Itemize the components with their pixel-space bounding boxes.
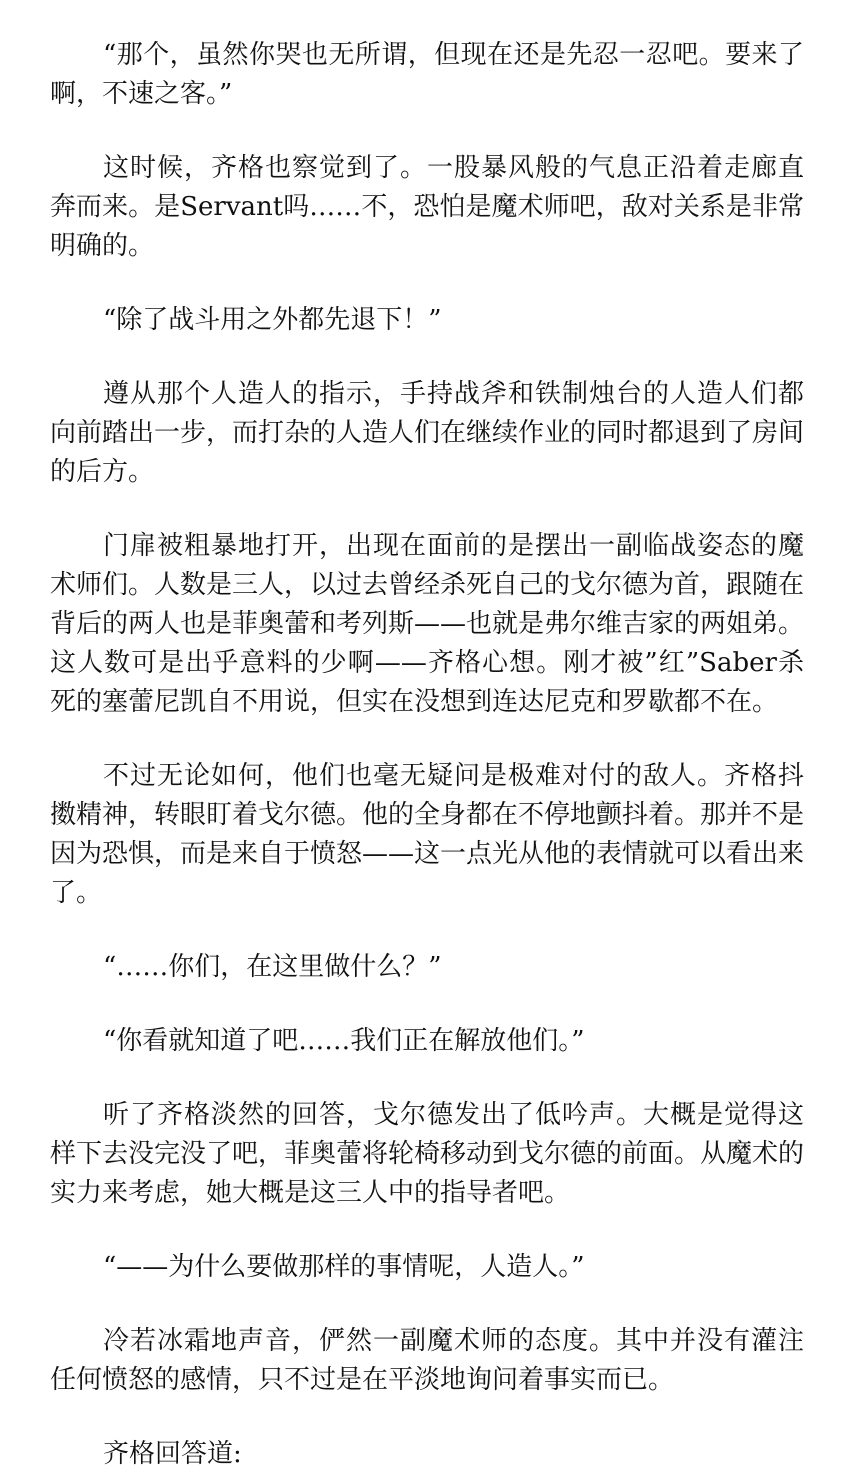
paragraph-1: “那个，虽然你哭也无所谓，但现在还是先忍一忍吧。要来了啊，不速之客。” [50, 40, 804, 109]
paragraph-12: 齐格回答道: [103, 1439, 242, 1469]
paragraph-8: “你看就知道了吧……我们正在解放他们。” [103, 1026, 585, 1056]
paragraph-11: 冷若冰霜地声音，俨然一副魔术师的态度。其中并没有灌注任何愤怒的感情，只不过是在平淡地询问着事实而已。 [50, 1326, 804, 1395]
paragraph-6: 不过无论如何，他们也毫无疑问是极难对付的敌人。齐格抖擞精神，转眼盯着戈尔德。他的全身都在不停地颤抖着。那并不是因为恐惧，而是来自于愤怒——这一点光从他的表情就可以看出来了。 [50, 761, 805, 908]
paragraph-2: 这时候，齐格也察觉到了。一股暴风般的气息正沿着走廊直奔而来。是Servant吗……不，恐怕是魔术师吧，敌对关系是非常明确的。 [50, 153, 804, 261]
paragraph-10: “——为什么要做那样的事情呢，人造人。” [103, 1252, 585, 1282]
paragraph-7: “……你们，在这里做什么？” [103, 952, 442, 982]
paragraph-5: 门扉被粗暴地打开，出现在面前的是摆出一副临战姿态的魔术师们。人数是三人，以过去曾经杀死自己的戈尔德为首，跟随在背后的两人也是菲奥蕾和考列斯——也就是弗尔维吉家的两姐弟。这人数可是出乎意料的少啊——齐格心想。刚才被”红”Saber杀死的塞蕾尼凯自不用说，但实在没想到连达尼克和罗歇都不在。 [50, 531, 805, 717]
paragraph-9: 听了齐格淡然的回答，戈尔德发出了低吟声。大概是觉得这样下去没完没了吧，菲奥蕾将轮椅移动到戈尔德的前面。从魔术的实力来考虑，她大概是这三人中的指导者吧。 [50, 1100, 805, 1208]
paragraph-4: 遵从那个人造人的指示，手持战斧和铁制烛台的人造人们都向前踏出一步，而打杂的人造人们在继续作业的同时都退到了房间的后方。 [50, 379, 805, 487]
paragraph-3: “除了战斗用之外都先退下！” [103, 305, 442, 335]
